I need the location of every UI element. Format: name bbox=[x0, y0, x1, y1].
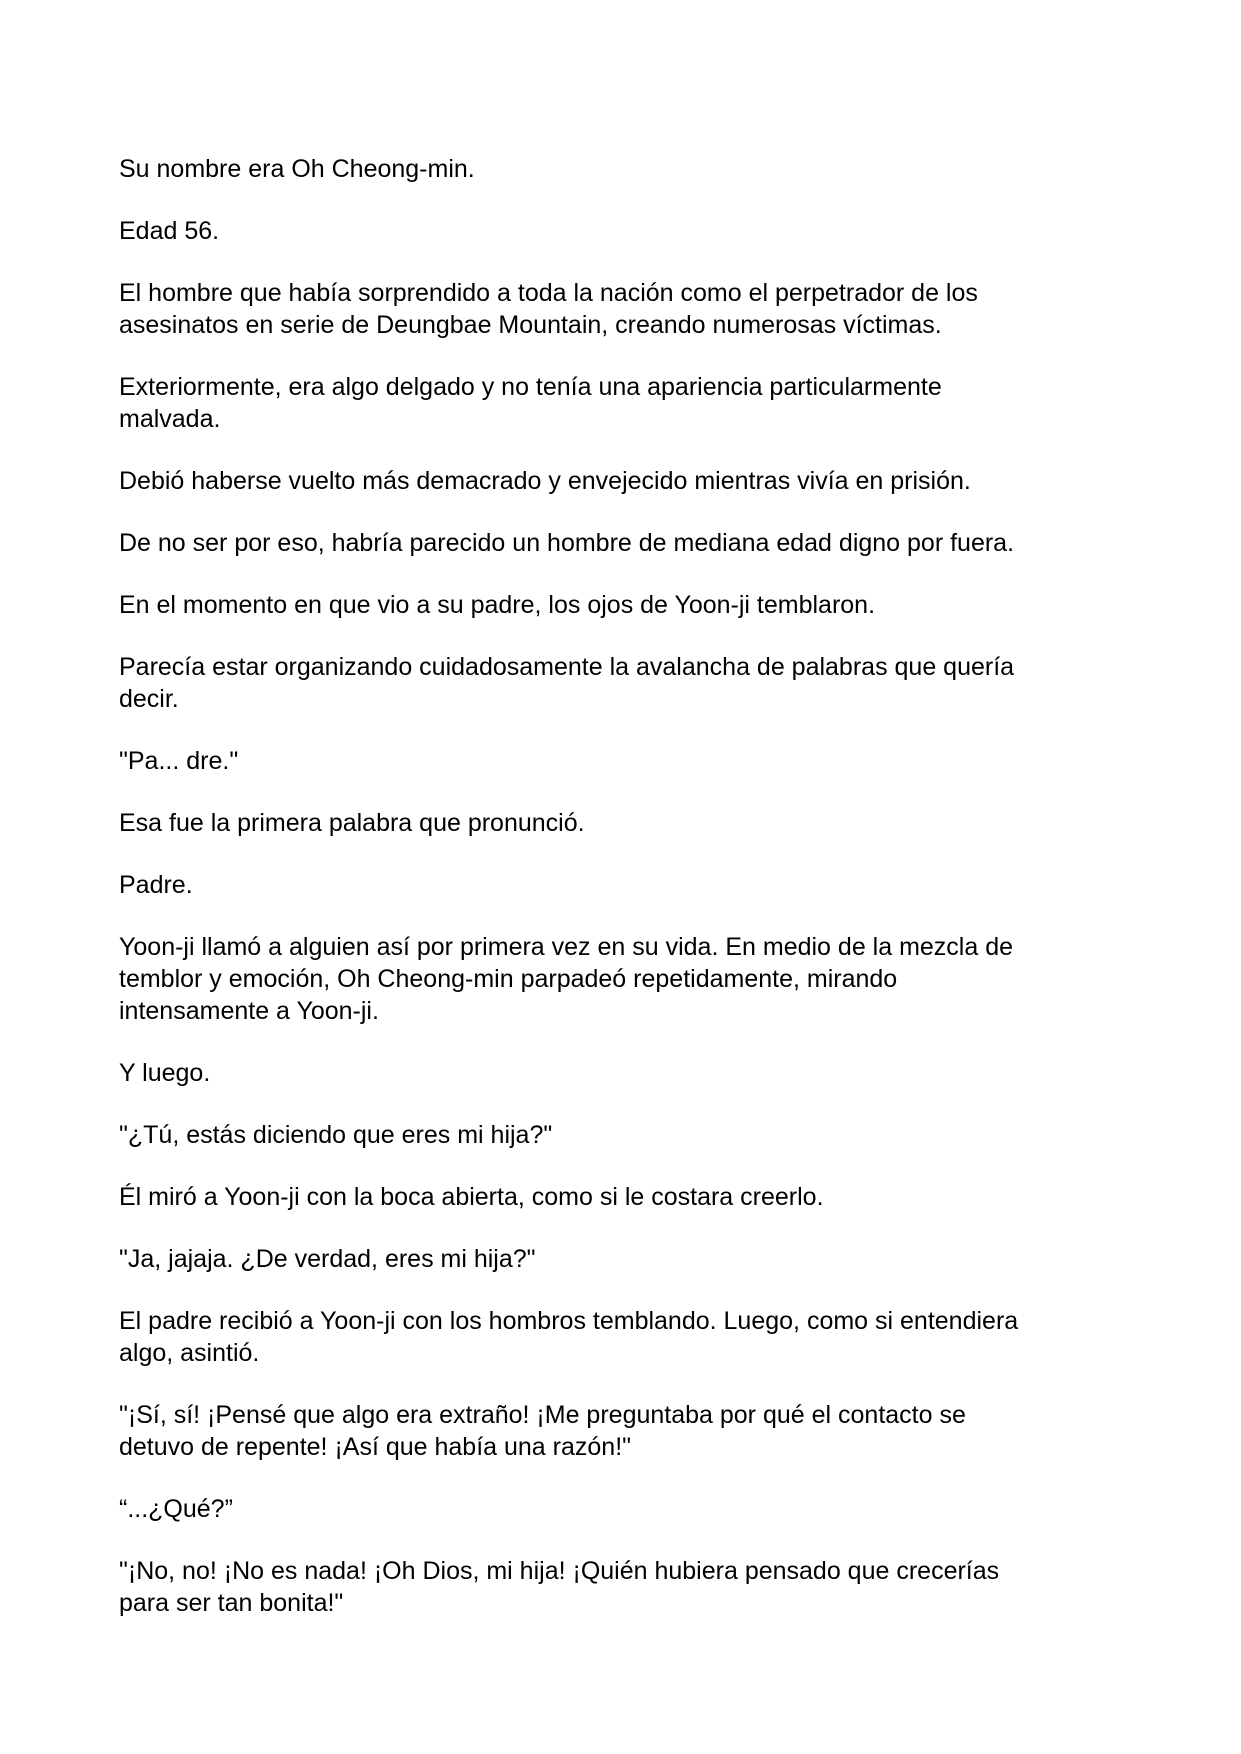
paragraph: "¡No, no! ¡No es nada! ¡Oh Dios, mi hija! ¡Quién hubiera pensado que crecerías para ser tan bonita!" bbox=[119, 1557, 1000, 1617]
paragraph: "Pa... dre." bbox=[119, 747, 239, 775]
paragraph: Exteriormente, era algo delgado y no tenía una apariencia particularmente malvada. bbox=[119, 373, 942, 433]
document-body bbox=[119, 153, 1119, 1649]
paragraph: Él miró a Yoon-ji con la boca abierta, como si le costara creerlo. bbox=[119, 1183, 824, 1211]
paragraph: Edad 56. bbox=[119, 217, 220, 245]
paragraph: "Ja, jajaja. ¿De verdad, eres mi hija?" bbox=[119, 1245, 536, 1273]
paragraph: Yoon-ji llamó a alguien así por primera vez en su vida. En medio de la mezcla de temblor y emoción, Oh Cheong-min parpadeó repetidamente, mirando intensamente a Yoon-ji. bbox=[119, 933, 1014, 1025]
paragraph: Debió haberse vuelto más demacrado y envejecido mientras vivía en prisión. bbox=[119, 467, 971, 495]
paragraph: Padre. bbox=[119, 871, 193, 899]
paragraph: Su nombre era Oh Cheong-min. bbox=[119, 155, 475, 183]
paragraph: Parecía estar organizando cuidadosamente la avalancha de palabras que quería decir. bbox=[119, 653, 1015, 713]
paragraph: En el momento en que vio a su padre, los ojos de Yoon-ji temblaron. bbox=[119, 591, 876, 619]
paragraph: “...¿Qué?” bbox=[119, 1495, 233, 1523]
paragraph: Esa fue la primera palabra que pronunció. bbox=[119, 809, 585, 837]
paragraph: De no ser por eso, habría parecido un hombre de mediana edad digno por fuera. bbox=[119, 529, 1015, 557]
paragraph: El hombre que había sorprendido a toda la nación como el perpetrador de los asesinatos en serie de Deungbae Mountain, creando numerosas víctimas. bbox=[119, 279, 978, 339]
paragraph: "¿Tú, estás diciendo que eres mi hija?" bbox=[119, 1121, 553, 1149]
paragraph: "¡Sí, sí! ¡Pensé que algo era extraño! ¡Me preguntaba por qué el contacto se detuvo de repente! ¡Así que había una razón!" bbox=[119, 1401, 966, 1461]
paragraph: El padre recibió a Yoon-ji con los hombros temblando. Luego, como si entendiera algo, asintió. bbox=[119, 1307, 1019, 1367]
paragraph: Y luego. bbox=[119, 1059, 211, 1087]
